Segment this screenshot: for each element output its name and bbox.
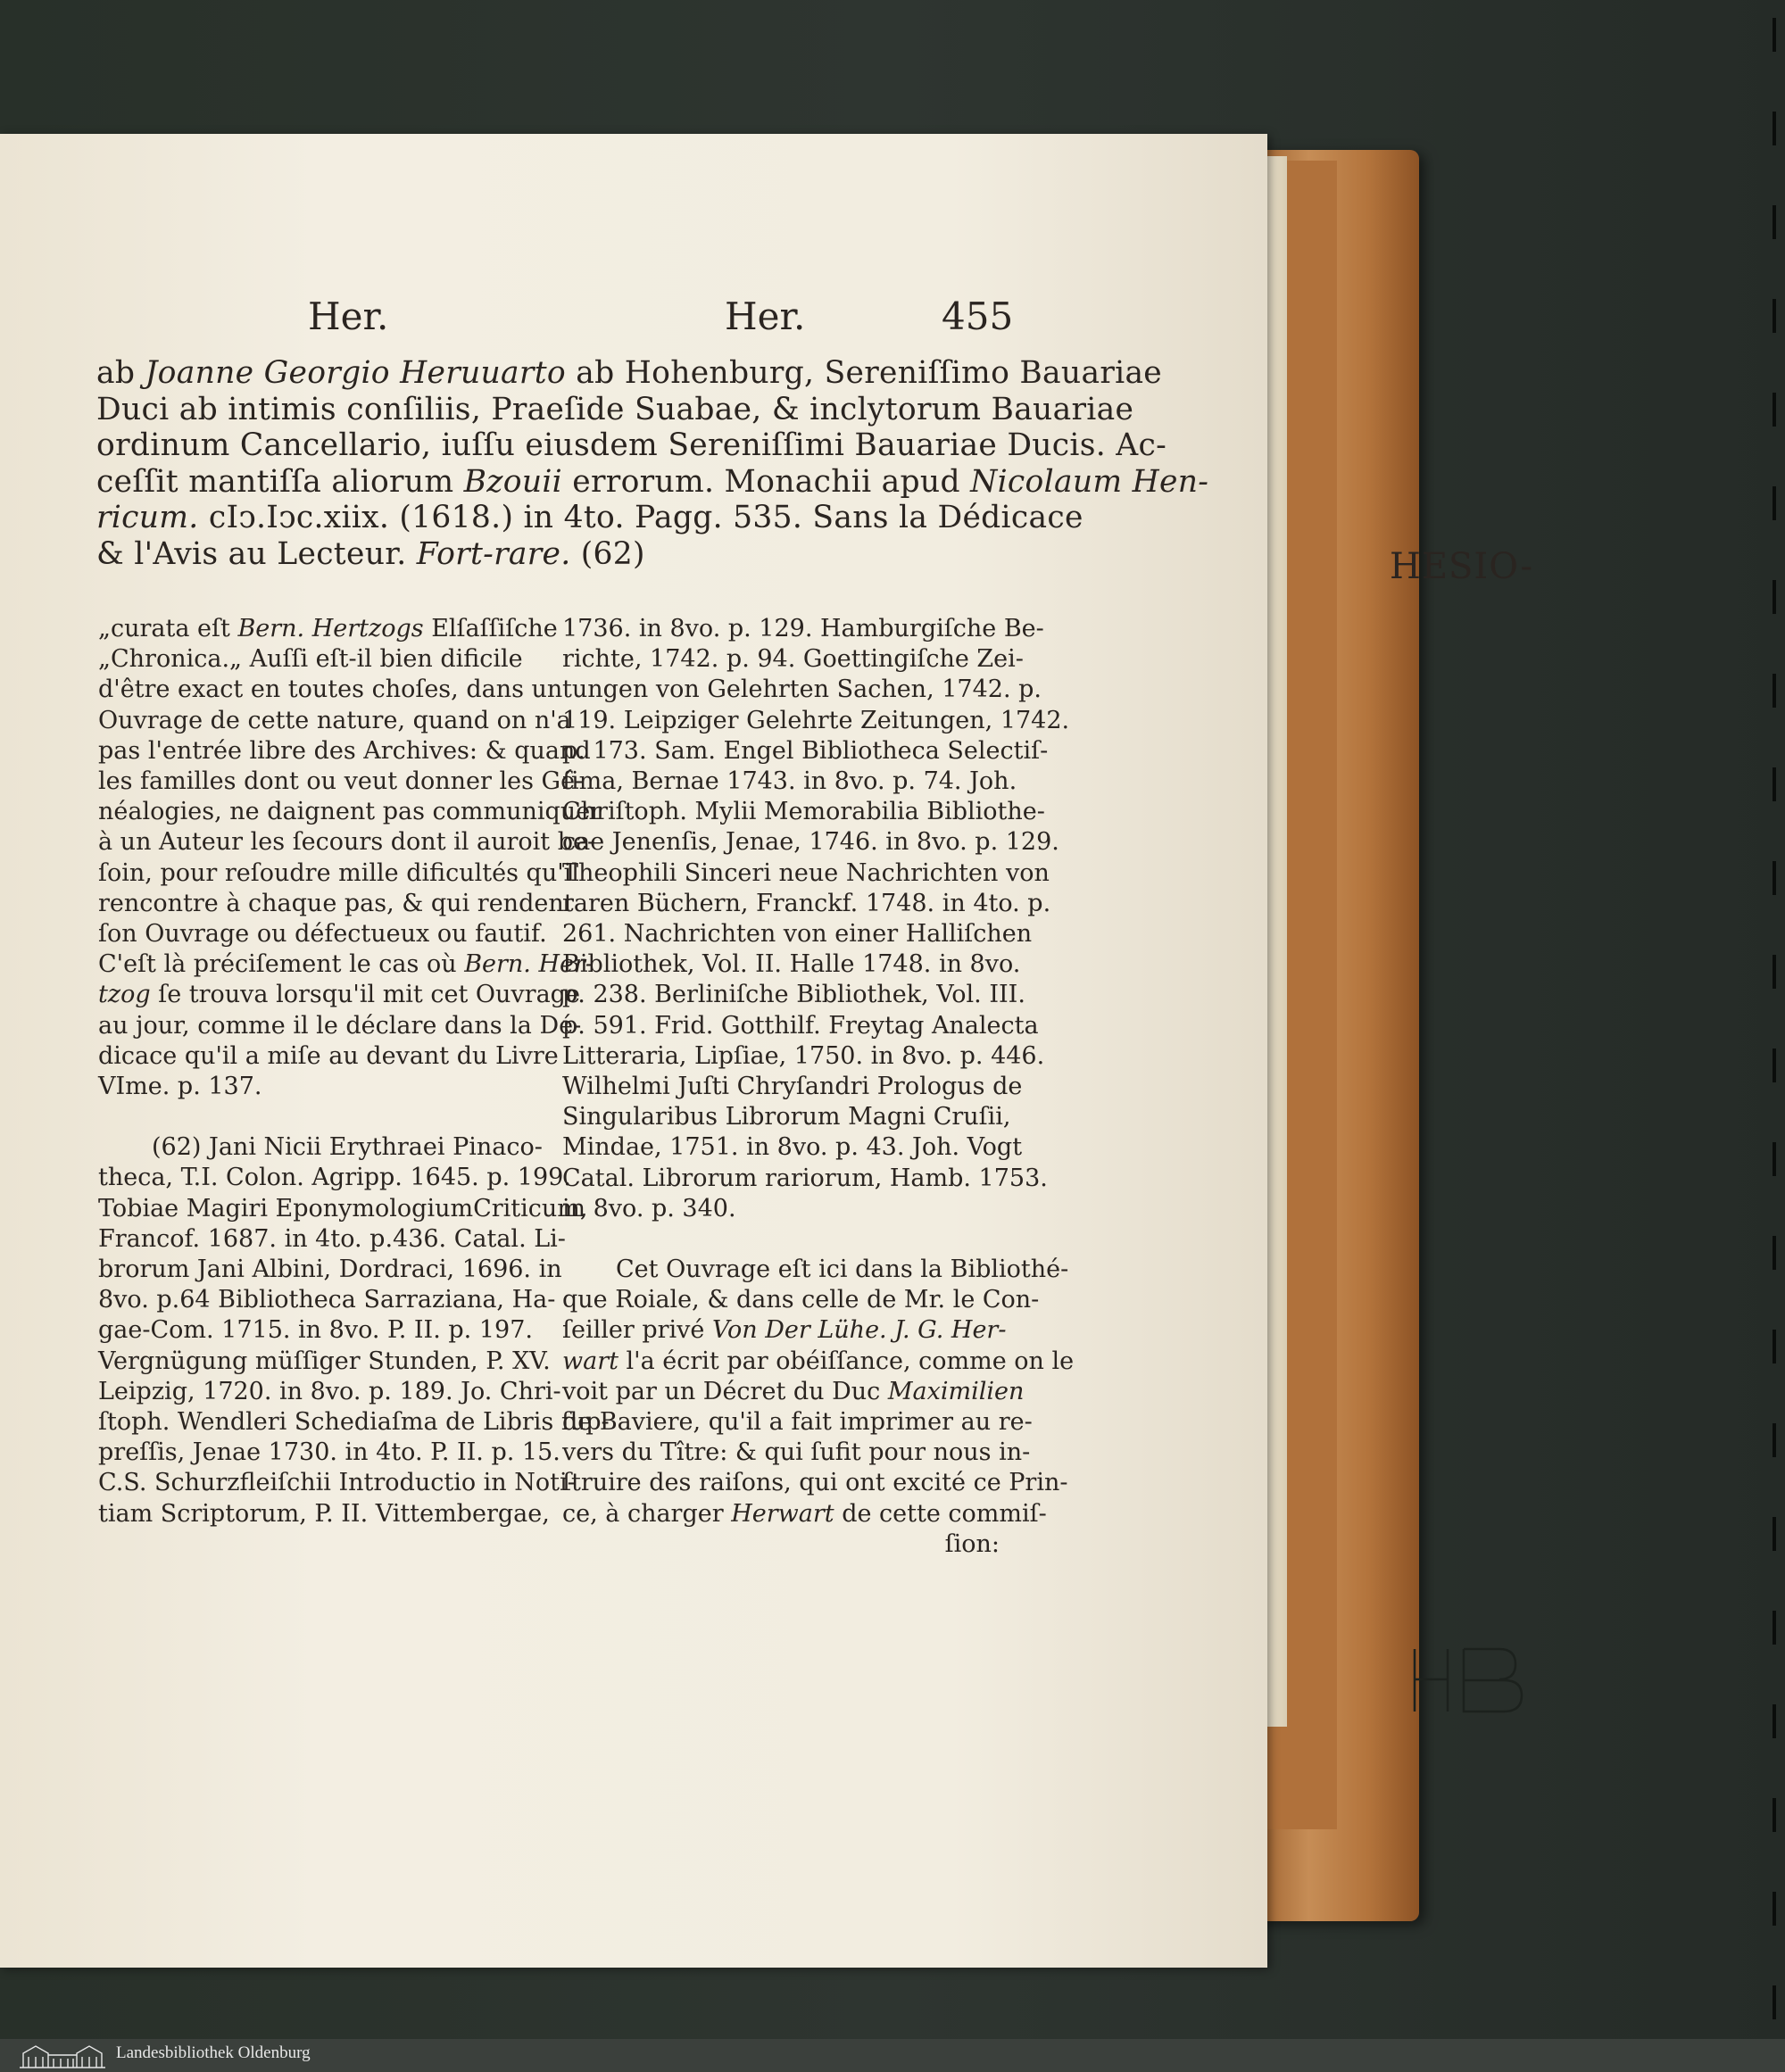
text-line: preſſis, Jenae 1730. in 4to. P. II. p. 15. — [98, 1438, 560, 1467]
library-name: Landesbibliothek Oldenburg — [116, 2043, 311, 2062]
text-line: ordinum Cancellario, iuſſu eiusdem Sereniſſimi Bauariae Ducis. Ac- — [96, 427, 1167, 463]
text-line: „curata eſt Bern. Hertzogs Elſaſſiſche — [98, 615, 558, 642]
text-line: pas l'entrée libre des Archives: & quand — [98, 736, 591, 765]
right-column — [562, 614, 1075, 1560]
text-line: Cet Ouvrage eſt ici dans la Bibliothé- — [616, 1256, 1069, 1284]
text-line: néalogies, ne daignent pas communiquer — [98, 798, 602, 826]
catchword: HESIO- — [1389, 546, 1533, 587]
left-column — [98, 614, 610, 1529]
hb-stamp-icon — [1410, 1640, 1526, 1720]
text-line: cae Jenenſis, Jenae, 1746. in 8vo. p. 129. — [562, 828, 1059, 857]
left-column-text — [98, 614, 602, 1102]
text-line: 8vo. p.64 Bibliotheca Sarraziana, Ha- — [98, 1286, 556, 1314]
text-line: tzog ſe trouva lorsqu'il mit cet Ouvrage — [98, 981, 580, 1009]
footnote-62-continued — [562, 614, 1070, 1224]
ruler-ticks — [1745, 0, 1785, 2072]
text-line: ſtruire des raiſons, qui ont excité ce Prin- — [562, 1469, 1068, 1497]
text-line: richte, 1742. p. 94. Goettingiſche Zei- — [562, 645, 1024, 674]
library-building-icon — [18, 2041, 107, 2069]
text-line: gae-Com. 1715. in 8vo. P. II. p. 197. — [98, 1316, 533, 1345]
running-head-center: Her. — [725, 294, 806, 338]
text-line: (62) Jani Nicii Erythraei Pinaco- — [152, 1133, 543, 1162]
text-line: à un Auteur les ſecours dont il auroit be- — [98, 828, 596, 857]
text-line: ab Joanne Georgio Heruuarto ab Hohenburg, Sereniſſimo Bauariae — [96, 355, 1163, 391]
text-line: Francof. 1687. in 4to. p.436. Catal. Li- — [98, 1224, 566, 1253]
text-line: ſion: — [944, 1529, 1000, 1558]
text-line: theca, T.I. Colon. Agripp. 1645. p. 199. — [98, 1164, 571, 1192]
right-column-text — [562, 1255, 1075, 1560]
text-line: de Baviere, qu'il a fait imprimer au re- — [562, 1408, 1033, 1437]
text-line: in 8vo. p. 340. — [562, 1194, 736, 1222]
text-line: „Chronica.„ Auſſi eſt-il bien dificile — [98, 645, 523, 674]
text-line: 119. Leipziger Gelehrte Zeitungen, 1742. — [562, 706, 1070, 734]
text-line: tiam Scriptorum, P. II. Vittembergae, — [98, 1499, 550, 1528]
text-line: ſeiller privé Von Der Lühe. J. G. Her- — [562, 1316, 1007, 1345]
text-line: wart l'a écrit par obéiſſance, comme on le — [562, 1347, 1075, 1375]
text-line: ce, à charger Herwart de cette commiſ- — [562, 1499, 1047, 1528]
text-line: ceſſit mantiſſa aliorum Bzouii errorum. Monachii apud Nicolaum Hen- — [96, 463, 1209, 500]
text-line: dicace qu'il a miſe au devant du Livre — [98, 1041, 559, 1070]
text-line: au jour, comme il le déclare dans la Dé- — [98, 1011, 582, 1040]
text-line: Wilhelmi Juſti Chryſandri Prologus de — [562, 1073, 1023, 1101]
text-line: Duci ab intimis conſiliis, Praeſide Suabae, & inclytorum Bauariae — [96, 391, 1134, 427]
text-line: tungen von Gelehrten Sachen, 1742. p. — [562, 675, 1042, 704]
text-line: ſoin, pour reſoudre mille dificultés qu'il — [98, 858, 579, 887]
text-line: C'eſt là préciſement le cas où Bern. Her- — [98, 950, 594, 979]
text-line: p. 238. Berliniſche Bibliothek, Vol. III. — [562, 981, 1025, 1009]
text-line: Tobiae Magiri EponymologiumCriticum, — [98, 1194, 588, 1222]
text-line: p. 173. Sam. Engel Bibliotheca Selectiſ- — [562, 736, 1049, 765]
text-line: brorum Jani Albini, Dordraci, 1696. in — [98, 1256, 562, 1284]
text-line: 1736. in 8vo. p. 129. Hamburgiſche Be- — [562, 615, 1044, 642]
text-line: rencontre à chaque pas, & qui rendent — [98, 889, 574, 917]
text-line: ſon Ouvrage ou défectueux ou fautif. — [98, 920, 547, 949]
text-line: Leipzig, 1720. in 8vo. p. 189. Jo. Chri- — [98, 1377, 561, 1405]
text-line: Chriſtoph. Mylii Memorabilia Bibliothe- — [562, 798, 1045, 826]
text-line: 261. Nachrichten von einer Halliſchen — [562, 920, 1033, 949]
text-line: Mindae, 1751. in 8vo. p. 43. Joh. Vogt — [562, 1133, 1023, 1162]
text-line: Singularibus Librorum Magni Cruſii, — [562, 1103, 1011, 1131]
text-line: ſtoph. Wendleri Schediaſma de Libris ſup- — [98, 1408, 610, 1437]
text-line: raren Büchern, Franckf. 1748. in 4to. p. — [562, 889, 1051, 917]
text-line: que Roiale, & dans celle de Mr. le Con- — [562, 1286, 1040, 1314]
running-head-left: Her. — [308, 294, 389, 338]
text-line: VIme. p. 137. — [98, 1073, 262, 1101]
main-text — [96, 355, 1209, 572]
text-line: p. 591. Frid. Gotthilf. Freytag Analecta — [562, 1011, 1039, 1040]
text-line: d'être exact en toutes choſes, dans un — [98, 675, 563, 704]
page-number: 455 — [942, 294, 1014, 338]
text-line: vers du Tître: & qui ſufit pour nous in- — [562, 1438, 1031, 1467]
text-line: les familles dont ou veut donner les Gé- — [98, 767, 584, 796]
text-line: voit par un Décret du Duc Maximilien — [562, 1377, 1025, 1405]
text-line: ricum. cIↄ.Iↄc.xiix. (1618.) in 4to. Pagg. 535. Sans la Dédicace — [96, 500, 1083, 535]
text-line: Vergnügung müſſiger Stunden, P. XV. — [98, 1347, 551, 1375]
text-line: ſima, Bernae 1743. in 8vo. p. 74. Joh. — [562, 767, 1017, 796]
text-line: Bibliothek, Vol. II. Halle 1748. in 8vo. — [562, 950, 1021, 979]
text-line: Ouvrage de cette nature, quand on n'a — [98, 706, 571, 734]
footnote-62 — [98, 1132, 610, 1529]
text-line: C.S. Schurzfleiſchii Introductio in Noti- — [98, 1469, 576, 1497]
text-line: Theophili Sinceri neue Nachrichten von — [562, 858, 1050, 887]
text-line: Litteraria, Lipſiae, 1750. in 8vo. p. 446. — [562, 1041, 1045, 1070]
text-line: & l'Avis au Lecteur. Fort-rare. (62) — [96, 535, 645, 572]
text-line: Catal. Librorum rariorum, Hamb. 1753. — [562, 1164, 1048, 1192]
